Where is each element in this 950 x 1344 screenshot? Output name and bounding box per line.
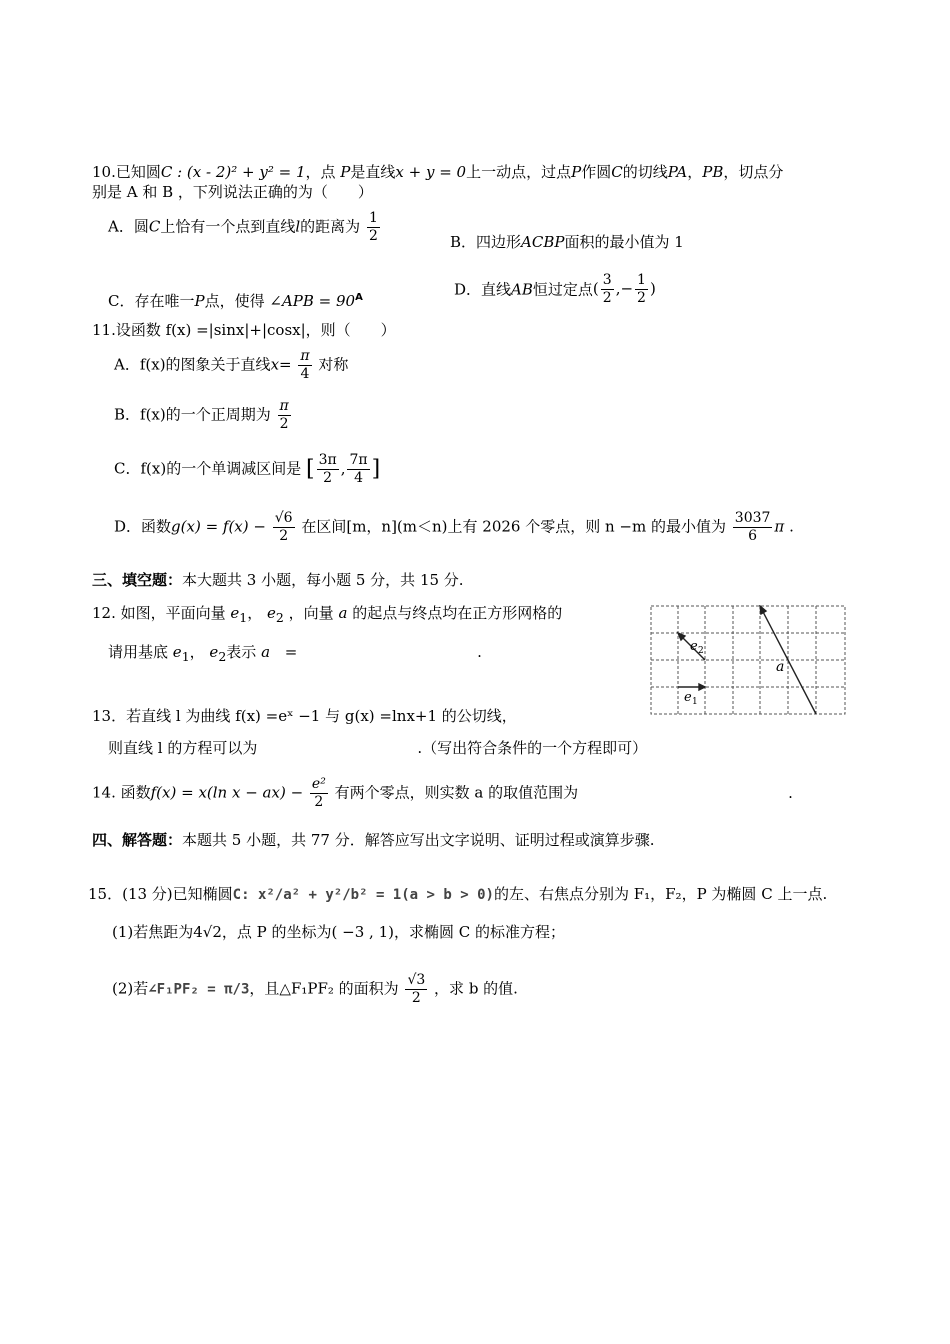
q15-part1: (1)若焦距为4√2，点 P 的坐标为( −3 , 1)，求椭圆 C 的标准方程；	[112, 923, 565, 941]
q11-option-c: C．f(x)的一个单调减区间是 [ $\frac{3\pi}{2}$ , $\frac{7\pi}{4}$ ]	[114, 452, 381, 486]
svg-text:e: e	[684, 690, 692, 705]
svg-text:a: a	[776, 659, 785, 675]
q10-option-b: B．四边形ACBP面积的最小值为 1	[450, 233, 684, 251]
q11-option-b: B．f(x)的一个正周期为 $\frac{\pi}{2}$	[114, 398, 289, 432]
fraction-half: $\frac{1}{2}$	[368, 210, 378, 244]
q12-line1: 12. 如图，平面向量 $e_1$， $e_2$ ，向量 a 的起点与终点均在正方形网格的	[92, 604, 563, 625]
q13-line1: 13．若直线 l 为曲线 f(x) =eˣ −1 与 g(x) =lnx+1 的公切线，	[92, 707, 517, 725]
vector-grid-figure	[650, 605, 846, 715]
q10-option-a: A．圆C上恰有一个点到直线l的距离为 $\frac{1}{2}$	[108, 210, 378, 244]
svg-text:1: 1	[692, 697, 698, 707]
q10-option-c: C．存在唯一P点，使得 ∠APB = $90^A$	[108, 292, 363, 310]
section-4-heading: 四、解答题：本题共 5 小题，共 77 分．解答应写出文字说明、证明过程或演算步骤.	[92, 831, 655, 849]
angle-equation-image: ∠F₁PF₂ = π/3	[148, 981, 250, 998]
q13-line2: 则直线 l 的方程可以为 .（写出符合条件的一个方程即可）	[108, 739, 648, 757]
q11-option-d: D．函数g(x) = f(x) − $\frac{√6}{2}$ 在区间[m，n](m＜n)上有 2026 个零点，则 n −m 的最小值为 $\frac{3037}{6}$ π .	[114, 510, 794, 544]
q10-option-d: D．直线AB恒过定点( $\frac{3}{2}$ ,− $\frac{1}{2}$ )	[454, 272, 656, 306]
q14-line: 14. 函数f(x) = x(ln x − ax) − $\frac{\text{e²}}{2}$ 有两个零点，则实数 a 的取值范围为 .	[92, 776, 793, 810]
section-3-heading: 三、填空题：本大题共 3 小题，每小题 5 分，共 15 分.	[92, 571, 464, 589]
svg-text:2: 2	[698, 646, 704, 656]
svg-text:e: e	[690, 639, 698, 654]
q10-line2: 别是 A 和 B ，下列说法正确的为（ ）	[92, 183, 373, 201]
q11-stem: 11.设函数 f(x) =|sinx|+|cosx|，则（ ）	[92, 321, 396, 339]
ellipse-equation-image: C: x²/a² + y²/b² = 1(a > b > 0)	[232, 887, 494, 903]
q15-part2: (2)若∠F₁PF₂ = π/3，且△F₁PF₂ 的面积为 $\frac{√3}{2}$ ，求 b 的值.	[112, 972, 518, 1006]
q15-stem: 15．(13 分)已知椭圆C: x²/a² + y²/b² = 1(a > b > 0)的左、右焦点分别为 F₁，F₂，P 为椭圆 C 上一点.	[88, 885, 828, 903]
q10-line1: 10.已知圆C : (x - 2)² + y² = 1，点 P是直线x + y = 0上一动点，过点P作圆C的切线PA，PB，切点分	[92, 163, 784, 181]
q12-line2: 请用基底 $e_1$， $e_2$表示 a = .	[108, 643, 482, 664]
q11-option-a: A．f(x)的图象关于直线x= $\frac{\pi}{4}$ 对称	[114, 348, 349, 382]
